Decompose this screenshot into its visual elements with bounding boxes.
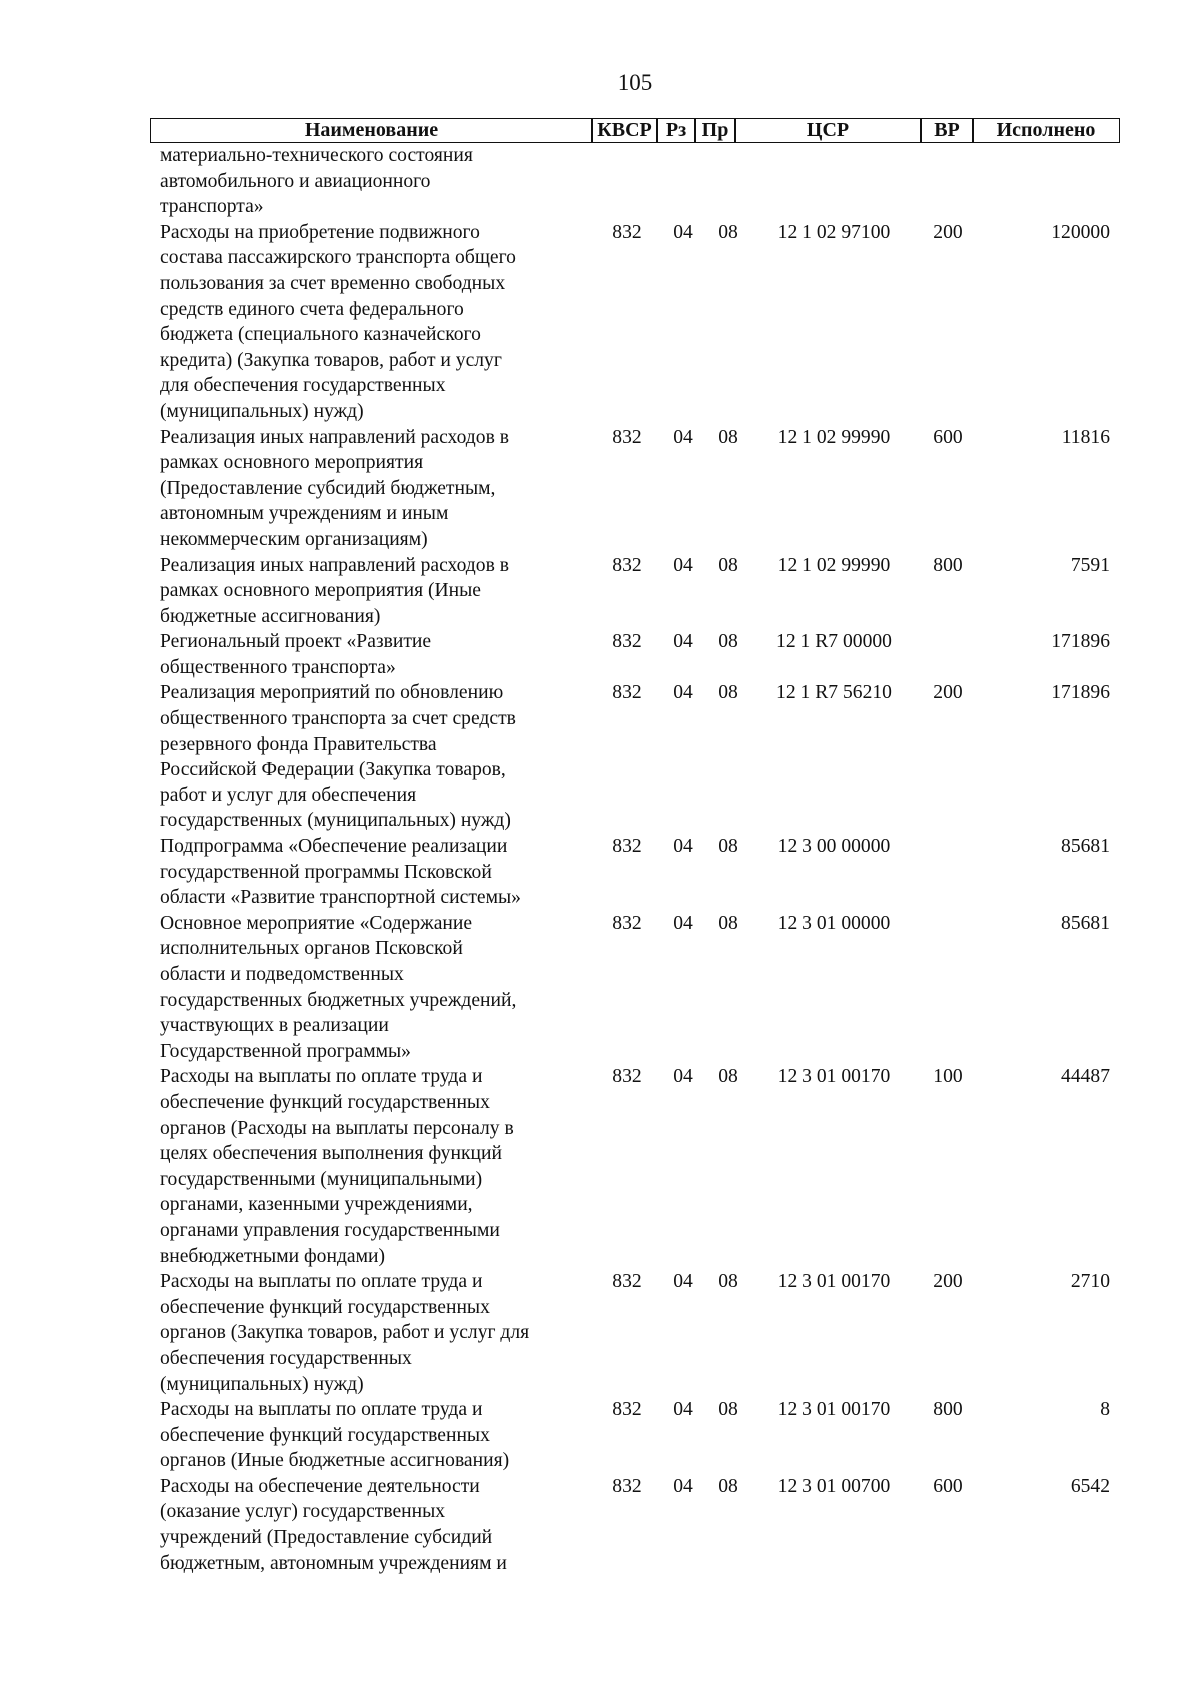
kvsr-cell: 832 — [612, 1271, 642, 1293]
csr-cell: 12 3 01 00170 — [777, 1271, 891, 1293]
pr-cell: 08 — [718, 1399, 738, 1421]
name-line: органов (Расходы на выплаты персоналу в — [160, 1117, 514, 1139]
executed-cell: 44487 — [1061, 1066, 1110, 1088]
pr-cell: 08 — [718, 1066, 738, 1088]
name-cell — [160, 1064, 590, 1269]
header-csr: ЦСР — [734, 118, 922, 143]
page-number: 105 — [617, 70, 653, 95]
kvsr-cell: 832 — [612, 682, 642, 704]
pr-cell: 08 — [718, 631, 738, 653]
kvsr-cell: 832 — [612, 426, 642, 448]
csr-cell: 12 1 R7 00000 — [776, 631, 892, 653]
header-rz: Рз — [656, 118, 696, 143]
executed-cell: 85681 — [1061, 912, 1110, 934]
name-line: Основное мероприятие «Содержание — [160, 912, 473, 934]
name-line: целях обеспечения выполнения функций — [160, 1143, 502, 1165]
pr-cell: 08 — [718, 836, 738, 858]
pr-cell: 08 — [718, 554, 738, 576]
name-line: Реализация иных направлений расходов в — [160, 554, 509, 576]
name-line: Российской Федерации (Закупка товаров, — [160, 759, 506, 781]
header-kvsr: КВСР — [591, 118, 658, 143]
table-row — [0, 680, 1200, 834]
name-line: Реализация иных направлений расходов в — [160, 426, 509, 448]
name-line: Расходы на выплаты по оплате труда и — [160, 1271, 483, 1293]
name-line: для обеспечения государственных — [160, 375, 446, 397]
header-done: Исполнено — [972, 118, 1120, 143]
table-row — [0, 553, 1200, 630]
executed-cell: 85681 — [1061, 836, 1110, 858]
name-line: государственной программы Псковской — [160, 861, 492, 883]
executed-cell: 2710 — [1070, 1271, 1110, 1293]
kvsr-cell: 832 — [612, 836, 642, 858]
kvsr-cell: 832 — [612, 1475, 642, 1497]
name-line: состава пассажирского транспорта общего — [160, 247, 516, 269]
table-row — [0, 1269, 1200, 1397]
executed-cell: 6542 — [1070, 1475, 1110, 1497]
table-row — [0, 1397, 1200, 1474]
name-line: органами управления государственными — [160, 1219, 500, 1241]
name-line: автомобильного и авиационного — [160, 170, 431, 192]
executed-cell: 8 — [1100, 1399, 1110, 1421]
name-cell — [160, 680, 590, 834]
name-line: Государственной программы» — [160, 1040, 411, 1062]
pr-cell: 08 — [718, 1475, 738, 1497]
rz-cell: 04 — [673, 836, 693, 858]
name-cell — [160, 1474, 590, 1576]
table-row — [0, 1064, 1200, 1269]
name-line: общественного транспорта за счет средств — [160, 708, 516, 730]
table-row — [0, 220, 1200, 425]
pr-cell: 08 — [718, 426, 738, 448]
name-line: пользования за счет временно свободных — [160, 272, 506, 294]
name-line: органов (Закупка товаров, работ и услуг для — [160, 1322, 530, 1344]
name-line: государственных бюджетных учреждений, — [160, 989, 517, 1011]
kvsr-cell: 832 — [612, 912, 642, 934]
vr-cell: 100 — [933, 1066, 963, 1088]
name-line: бюджетные ассигнования) — [160, 605, 381, 627]
csr-cell: 12 3 01 00000 — [777, 912, 891, 934]
name-line: Расходы на выплаты по оплате труда и — [160, 1399, 483, 1421]
kvsr-cell: 832 — [612, 1066, 642, 1088]
csr-cell: 12 3 01 00170 — [777, 1399, 891, 1421]
csr-cell: 12 1 R7 56210 — [776, 682, 892, 704]
name-line: обеспечение функций государственных — [160, 1091, 490, 1113]
name-cell — [160, 553, 590, 630]
table-row — [0, 1474, 1200, 1576]
name-line: бюджетным, автономным учреждениям и — [160, 1552, 507, 1574]
pr-cell: 08 — [718, 221, 738, 243]
executed-cell: 11816 — [1061, 426, 1110, 448]
header-name: Наименование — [150, 118, 593, 143]
rz-cell: 04 — [673, 426, 693, 448]
name-line: (муниципальных) нужд) — [160, 400, 364, 422]
executed-cell: 7591 — [1070, 554, 1110, 576]
name-line: внебюджетными фондами) — [160, 1245, 386, 1267]
name-line: (муниципальных) нужд) — [160, 1373, 364, 1395]
table-row — [0, 911, 1200, 1065]
vr-cell: 200 — [933, 221, 963, 243]
header-pr: Пр — [694, 118, 736, 143]
name-line: учреждений (Предоставление субсидий — [160, 1527, 493, 1549]
name-line: Расходы на выплаты по оплате труда и — [160, 1066, 483, 1088]
vr-cell: 200 — [933, 682, 963, 704]
vr-cell: 800 — [933, 1399, 963, 1421]
name-cell — [160, 834, 590, 911]
name-line: органов (Иные бюджетные ассигнования) — [160, 1450, 510, 1472]
name-line: средств единого счета федерального — [160, 298, 464, 320]
rz-cell: 04 — [673, 682, 693, 704]
kvsr-cell: 832 — [612, 1399, 642, 1421]
table-header — [150, 118, 1120, 143]
table-body — [0, 143, 1200, 1576]
name-line: участвующих в реализации — [160, 1015, 389, 1037]
executed-cell: 171896 — [1051, 682, 1110, 704]
pr-cell: 08 — [718, 912, 738, 934]
name-line: Расходы на обеспечение деятельности — [160, 1475, 480, 1497]
name-line: органами, казенными учреждениями, — [160, 1194, 473, 1216]
name-line: бюджета (специального казначейского — [160, 324, 481, 346]
name-line: (оказание услуг) государственных — [160, 1501, 446, 1523]
kvsr-cell: 832 — [612, 554, 642, 576]
name-cell — [160, 1397, 590, 1474]
name-line: области «Развитие транспортной системы» — [160, 887, 521, 909]
rz-cell: 04 — [673, 554, 693, 576]
name-cell — [160, 143, 590, 220]
csr-cell: 12 3 01 00170 — [777, 1066, 891, 1088]
name-cell — [160, 911, 590, 1065]
name-line: обеспечение функций государственных — [160, 1424, 490, 1446]
vr-cell: 600 — [933, 426, 963, 448]
rz-cell: 04 — [673, 221, 693, 243]
rz-cell: 04 — [673, 1475, 693, 1497]
name-line: области и подведомственных — [160, 964, 404, 985]
table-row — [0, 629, 1200, 680]
executed-cell: 120000 — [1051, 221, 1110, 243]
csr-cell: 12 1 02 99990 — [777, 426, 891, 448]
name-line: обеспечения государственных — [160, 1347, 412, 1369]
name-line: материально-технического состояния — [160, 145, 473, 166]
vr-cell: 800 — [933, 554, 963, 576]
csr-cell: 12 1 02 99990 — [777, 554, 891, 576]
rz-cell: 04 — [673, 1271, 693, 1293]
name-cell — [160, 1269, 590, 1397]
name-line: рамках основного мероприятия (Иные — [160, 580, 482, 602]
rz-cell: 04 — [673, 1399, 693, 1421]
name-line: резервного фонда Правительства — [160, 733, 437, 755]
table-row — [0, 425, 1200, 553]
csr-cell: 12 3 01 00700 — [777, 1475, 891, 1497]
rz-cell: 04 — [673, 631, 693, 653]
name-line: общественного транспорта» — [160, 656, 396, 678]
pr-cell: 08 — [718, 682, 738, 704]
table-row — [0, 143, 1200, 220]
pr-cell: 08 — [718, 1271, 738, 1293]
name-line: Подпрограмма «Обеспечение реализации — [160, 836, 508, 858]
name-line: транспорта» — [160, 196, 264, 218]
name-cell — [160, 425, 590, 553]
kvsr-cell: 832 — [612, 631, 642, 653]
table-row — [0, 834, 1200, 911]
name-line: кредита) (Закупка товаров, работ и услуг — [160, 349, 502, 371]
rz-cell: 04 — [673, 1066, 693, 1088]
csr-cell: 12 1 02 97100 — [777, 221, 891, 243]
name-line: государственными (муниципальными) — [160, 1168, 483, 1190]
name-line: автономным учреждениям и иным — [160, 503, 449, 525]
csr-cell: 12 3 00 00000 — [777, 836, 891, 858]
name-line: Реализация мероприятий по обновлению — [160, 682, 504, 704]
name-line: некоммерческим организациям) — [160, 528, 428, 550]
name-cell — [160, 220, 590, 425]
name-line: рамках основного мероприятия — [160, 452, 424, 474]
name-line: работ и услуг для обеспечения — [160, 784, 417, 806]
name-line: (Предоставление субсидий бюджетным, — [160, 477, 496, 499]
header-vr: ВР — [920, 118, 974, 143]
name-line: Региональный проект «Развитие — [160, 631, 432, 653]
executed-cell: 171896 — [1051, 631, 1110, 653]
name-cell — [160, 629, 590, 680]
rz-cell: 04 — [673, 912, 693, 934]
kvsr-cell: 832 — [612, 221, 642, 243]
name-line: исполнительных органов Псковской — [160, 938, 463, 960]
name-line: Расходы на приобретение подвижного — [160, 221, 480, 243]
vr-cell: 600 — [933, 1475, 963, 1497]
name-line: государственных (муниципальных) нужд) — [160, 810, 511, 832]
vr-cell: 200 — [933, 1271, 963, 1293]
name-line: обеспечение функций государственных — [160, 1296, 490, 1318]
